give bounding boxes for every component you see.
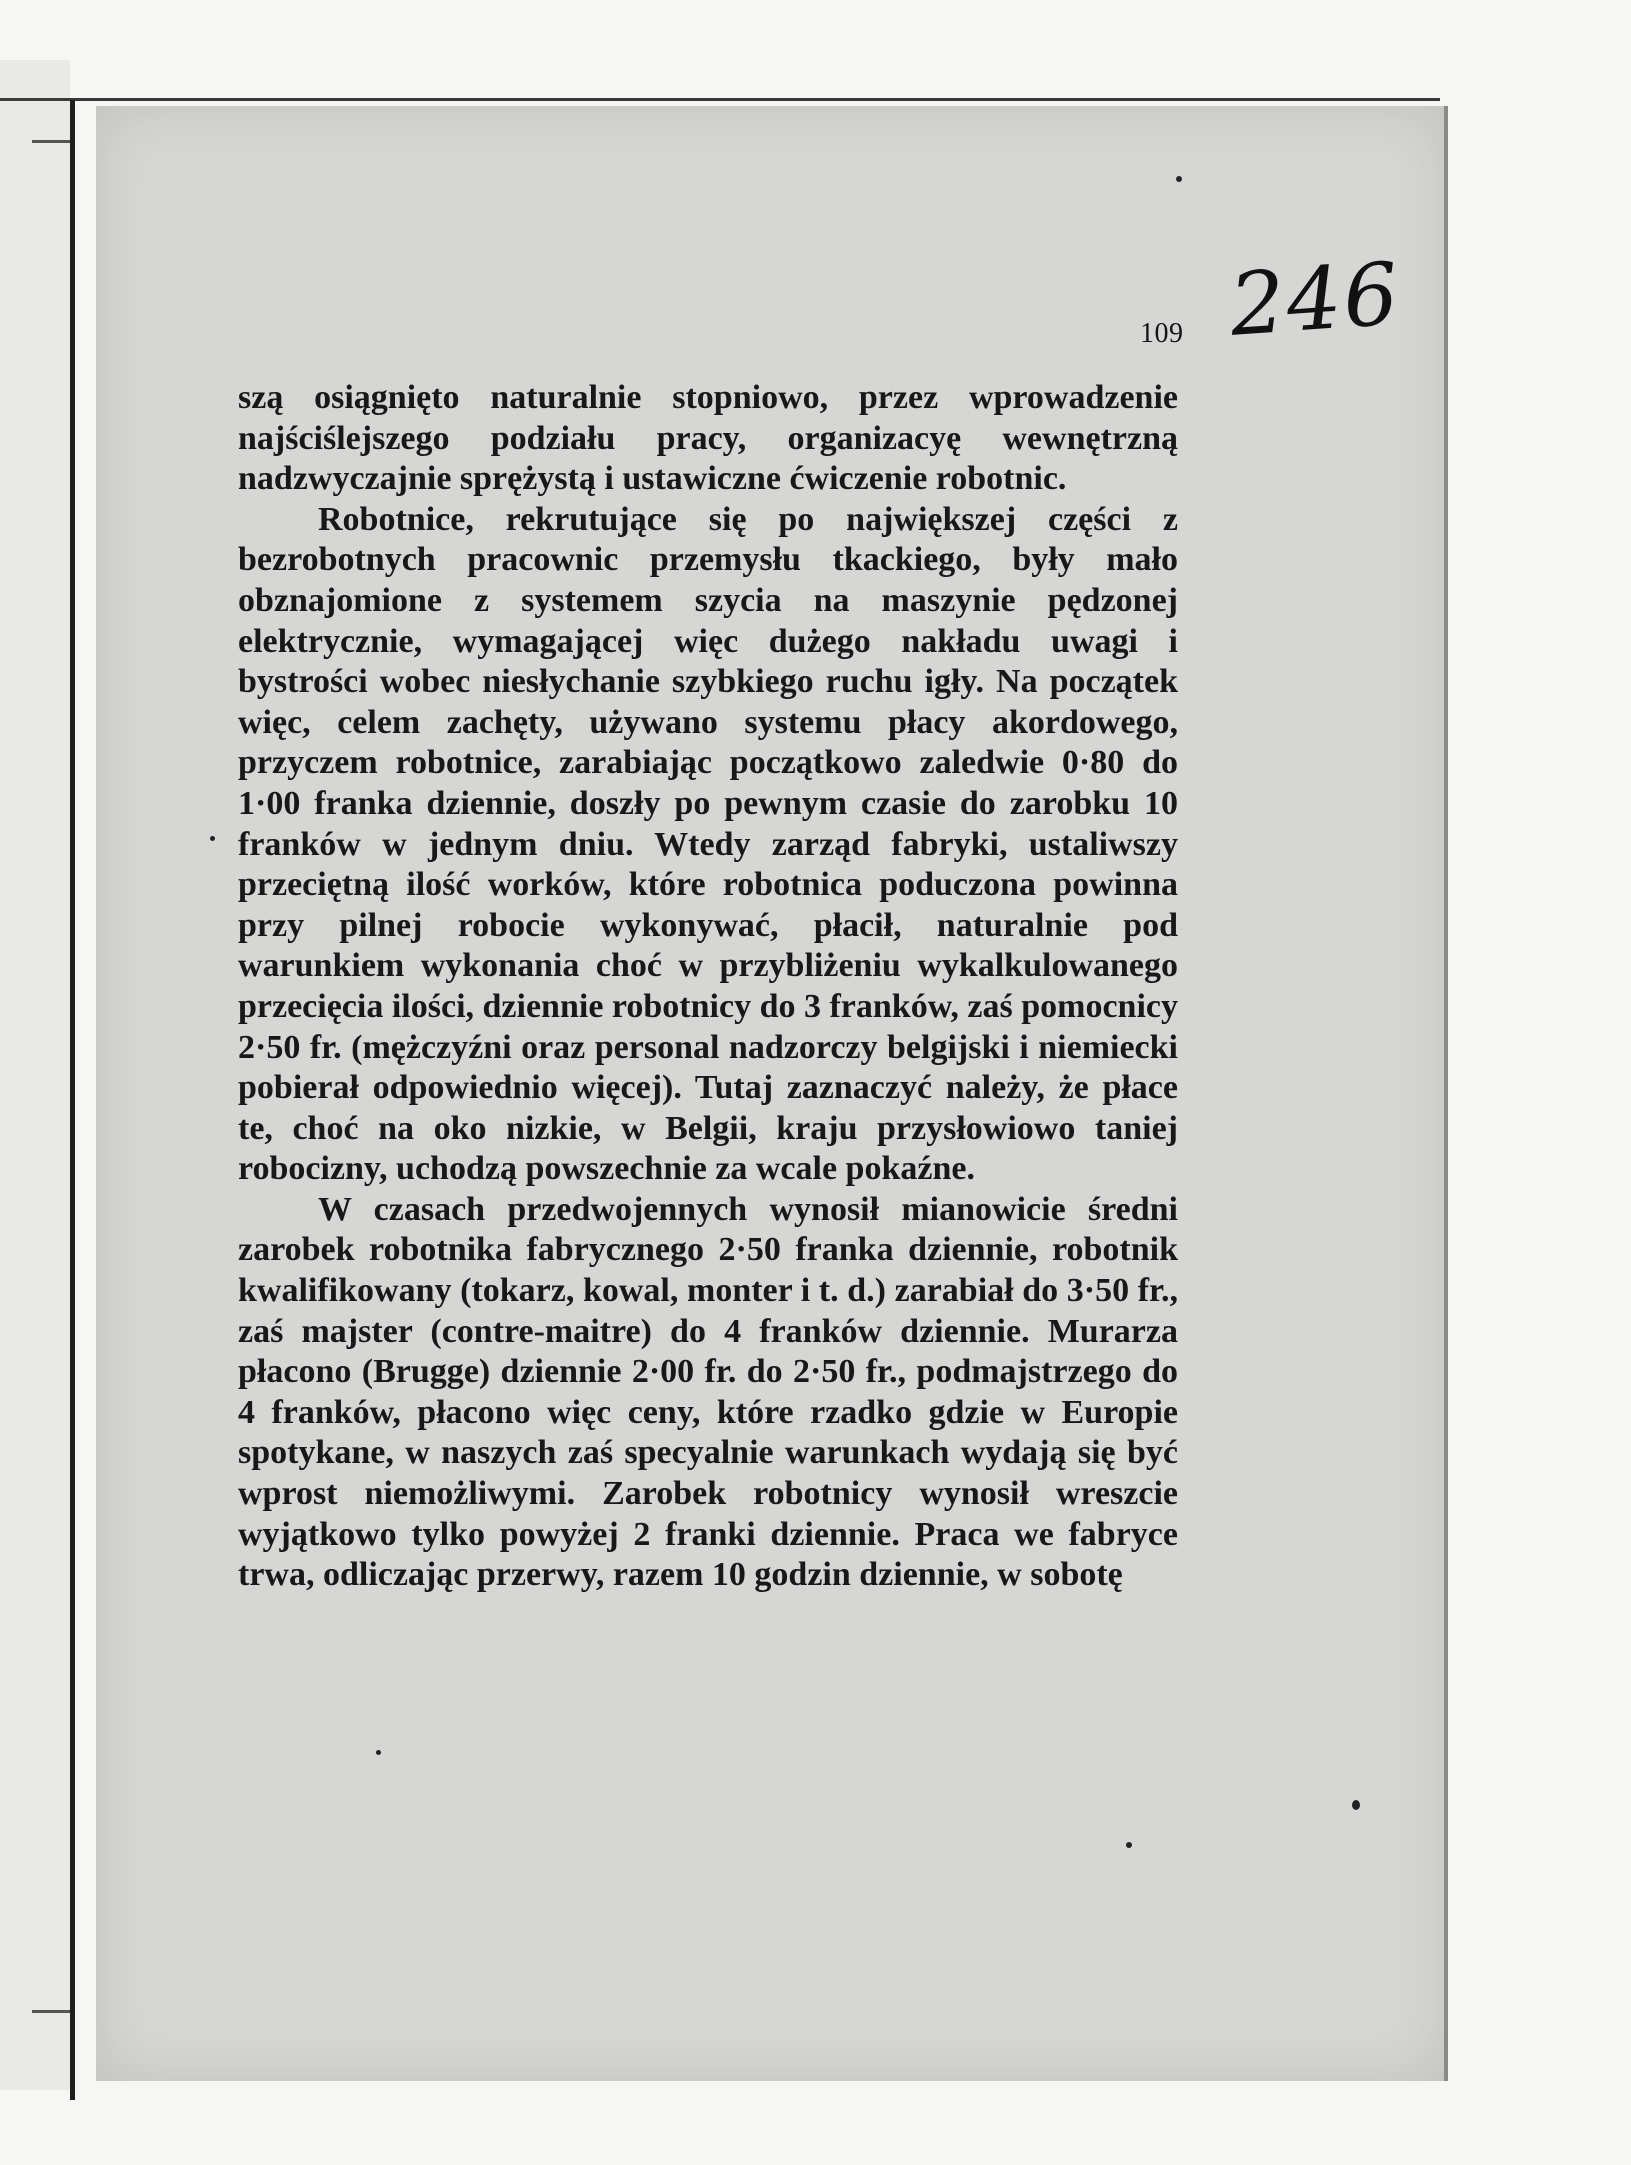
body-text xyxy=(238,378,1178,1596)
adjacent-page-strip xyxy=(0,60,70,2090)
margin-tick xyxy=(32,2010,70,2013)
scan-speck xyxy=(210,836,215,841)
handwritten-archive-number: 246 xyxy=(1226,244,1404,356)
page-number: 109 xyxy=(1140,318,1184,349)
page-edge-line xyxy=(70,100,75,2100)
scan-speck xyxy=(1126,1842,1132,1848)
paragraph: Robotnice, rekrutujące się po największej części z bezrobotnych pracownic przemysłu tkackiego, były mało obznajomione z systemem szycia na maszynie pędzonej elektrycznie, wymagającej więc dużego nakładu uwagi i bystrości wobec niesłychanie szybkiego ruchu igły. Na początek więc, celem zachęty, używano systemu płacy akordowego, przyczem robotnice, zarabiając początkowo zaledwie 0·80 do 1·00 franka dziennie, doszły po pewnym czasie do zarobku 10 franków w jednym dniu. Wtedy zarząd fabryki, ustaliwszy przeciętną ilość worków, które robotnica poduczona powinna przy pilnej robocie wykonywać, płacił, naturalnie pod warunkiem wykonania choć w przybliżeniu wykalkulowanego przecięcia ilości, dziennie robotnicy do 3 franków, zaś pomocnicy 2·50 fr. (mężczyźni oraz personal nadzorczy belgijski i niemiecki pobierał odpowiednio więcej). Tutaj zaznaczyć należy, że płace te, choć na oko nizkie, w Belgii, kraju przysłowiowo taniej robocizny, uchodzą powszechnie za wcale pokaźne. xyxy=(238,500,1178,1188)
margin-tick xyxy=(32,140,70,143)
scan-speck xyxy=(1352,1800,1360,1810)
paragraph: W czasach przedwojennych wynosił mianowicie średni zarobek robotnika fabrycznego 2·50 franka dziennie, robotnik kwalifikowany (tokarz, kowal, monter i t. d.) zarabiał do 3·50 fr., zaś majster (contre-maitre) do 4 franków dziennie. Murarza płacono (Brugge) dziennie 2·00 fr. do 2·50 fr., podmajstrzego do 4 franków, płacono więc ceny, które rzadko gdzie w Europie spotykane, w naszych zaś specyalnie warunkach wydają się być wprost niemożliwymi. Zarobek robotnicy wynosił wreszcie wyjątkowo tylko powyżej 2 franki dziennie. Praca we fabryce trwa, odliczając przerwy, razem 10 godzin dziennie, w sobotę xyxy=(238,1190,1178,1594)
top-edge-line xyxy=(0,98,1440,101)
paragraph: szą osiągnięto naturalnie stopniowo, przez wprowadzenie najściślejszego podziału pracy, organizacyę wewnętrzną nadzwyczajnie sprężystą i ustawiczne ćwiczenie robotnic. xyxy=(238,379,1178,498)
page-right-edge xyxy=(1444,106,1448,2081)
scan-speck xyxy=(1176,176,1182,182)
scan-speck xyxy=(376,1750,381,1755)
